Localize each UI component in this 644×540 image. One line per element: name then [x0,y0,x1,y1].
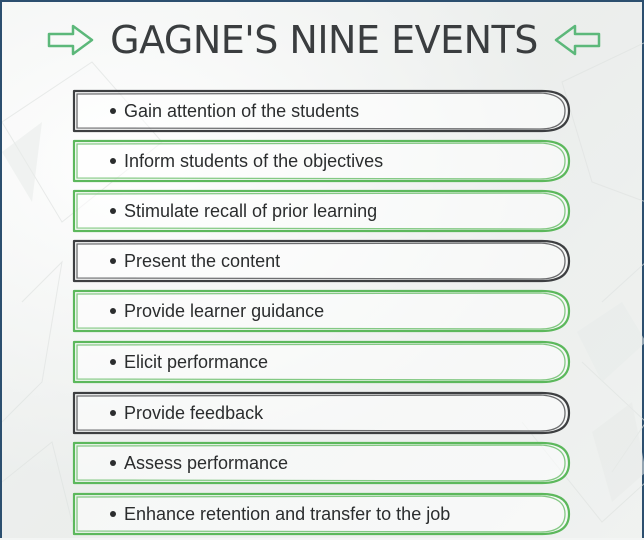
event-label: Stimulate recall of prior learning [124,201,378,221]
title-row [2,12,644,68]
event-label: Elicit performance [124,352,269,372]
events-list [72,88,572,540]
event-item [72,188,572,234]
event-item [72,491,572,537]
event-item [72,138,572,184]
bullet-icon [110,208,116,214]
event-label: Enhance retention and transfer to the job [124,504,451,524]
event-label: Provide feedback [124,403,264,423]
event-item [72,238,572,284]
event-item [72,288,572,334]
bullet-icon [110,258,116,264]
event-label: Gain attention of the students [124,101,360,121]
left-arrow-outline-icon [552,23,602,57]
page-title: GAGNE'S NINE EVENTS [110,18,538,62]
right-arrow-outline-icon [46,23,96,57]
bullet-icon [110,158,116,164]
event-label: Provide learner guidance [124,301,325,321]
event-item [72,390,572,436]
bullet-icon [110,410,116,416]
event-item [72,88,572,134]
event-label: Inform students of the objectives [124,151,384,171]
bullet-icon [110,308,116,314]
bullet-icon [110,359,116,365]
bullet-icon [110,511,116,517]
bullet-icon [110,460,116,466]
event-item [72,339,572,385]
event-label: Present the content [124,251,281,271]
event-item [72,440,572,486]
bullet-icon [110,108,116,114]
event-label: Assess performance [124,453,289,473]
